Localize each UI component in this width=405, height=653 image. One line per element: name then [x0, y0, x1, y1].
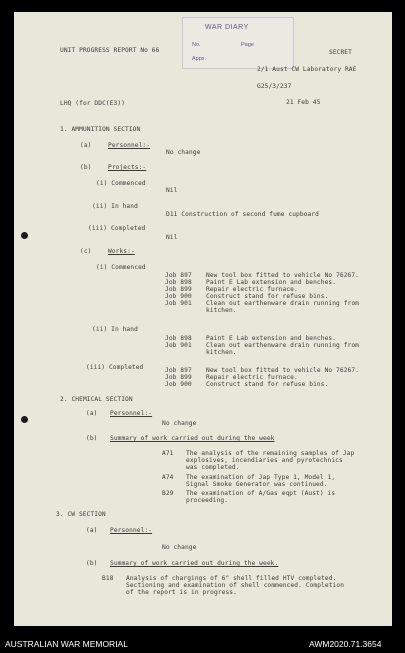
item-text: The analysis of the remaining samples of Jap	[186, 450, 355, 457]
stamp-title: WAR DIARY	[205, 24, 249, 31]
punch-hole-bottom	[21, 416, 28, 423]
footer-institution: AUSTRALIAN WAR MEMORIAL	[5, 639, 128, 649]
job-number: Job 899	[165, 286, 192, 293]
s1-a-title: Personnel:-	[108, 142, 151, 149]
item-code: B18	[102, 575, 114, 582]
job-description: Construct stand for refuse bins.	[206, 381, 329, 388]
s3-a-value: No change	[162, 544, 197, 551]
job-description: Paint E Lab extension and benches.	[206, 279, 337, 286]
job-description: kitchen.	[206, 349, 237, 356]
job-number: Job 897	[165, 272, 192, 279]
file-reference: G25/3/237	[257, 83, 292, 90]
item-text: Signal Smoke Generator was continued.	[186, 481, 328, 488]
s3-b-label: (b)	[86, 560, 98, 567]
section-3-title: 3. CW SECTION	[56, 511, 106, 518]
s1-b-label: (b)	[80, 164, 92, 171]
report-title: UNIT PROGRESS REPORT No 66	[60, 47, 160, 54]
s1-b1-value: Nil	[166, 187, 178, 194]
job-description: Repair electric furnace.	[206, 374, 298, 381]
punch-hole-top	[21, 232, 28, 239]
job-number: Job 900	[165, 293, 192, 300]
footer-accession-number: AWM2020.71.3654	[309, 639, 382, 649]
job-description: kitchen.	[206, 307, 237, 314]
s1-b2-label: (ii) In hand	[92, 203, 138, 210]
item-code: B29	[162, 490, 174, 497]
s1-b-title: Projects:-	[108, 164, 147, 171]
s1-c-label: (c)	[80, 248, 92, 255]
job-number: Job 897	[165, 367, 192, 374]
job-number: Job 900	[165, 381, 192, 388]
stamp-no-label: No.	[192, 42, 201, 48]
item-text: Analysis of chargings of 6" shell filled HTV completed.	[126, 575, 337, 582]
s2-b-title: Summary of work carried out during the week	[110, 435, 275, 442]
section-1-title: 1. AMMUNITION SECTION	[60, 126, 141, 133]
item-text: The examination of A/Gas eqpt (Aust) is	[186, 490, 336, 497]
s2-a-label: (a)	[86, 410, 98, 417]
s1-c3-label: (iii) Completed	[86, 364, 144, 371]
item-text: proceeding.	[186, 497, 229, 504]
war-diary-stamp	[182, 17, 294, 69]
unit-name: 2/1 Aust CW Laboratory RAE	[257, 66, 357, 73]
s1-c-title: Works:-	[108, 248, 135, 255]
s1-b3-label: (iii) Completed	[88, 225, 146, 232]
s1-a-label: (a)	[80, 142, 92, 149]
item-text: The examination of Jap Type 1, Model 1,	[186, 474, 336, 481]
s1-b1-label: (i) Commenced	[96, 180, 146, 187]
job-number: Job 901	[165, 300, 192, 307]
s1-a-value: No change	[166, 149, 201, 156]
classification: SECRET	[329, 49, 352, 56]
item-code: A71	[162, 450, 174, 457]
section-2-title: 2. CHEMICAL SECTION	[60, 396, 133, 403]
job-number: Job 901	[165, 342, 192, 349]
item-code: A74	[162, 474, 174, 481]
s2-b-label: (b)	[86, 435, 98, 442]
report-date: 21 Feb 45	[286, 99, 321, 106]
job-number: Job 898	[165, 279, 192, 286]
s1-b3-value: Nil	[166, 234, 178, 241]
stamp-appx-label: Appx.	[192, 56, 207, 62]
archive-footer	[0, 636, 405, 653]
addressee: LHQ (for DDC(E3))	[60, 100, 126, 107]
job-description: New tool box fitted to vehicle No 76267.	[206, 272, 360, 279]
job-description: Repair electric furnace.	[206, 286, 298, 293]
s2-a-value: No change	[162, 420, 197, 427]
item-text: was completed.	[186, 464, 240, 471]
s3-b-title: Summary of work carried out during the week.	[110, 560, 279, 567]
job-description: Clean out earthenware drain running from	[206, 300, 360, 307]
s3-a-label: (a)	[86, 527, 98, 534]
s2-a-title: Personnel:-	[110, 410, 153, 417]
job-description: Clean out earthenware drain running from	[206, 342, 360, 349]
item-text: of the report is in progress.	[126, 589, 237, 596]
s1-c1-label: (i) Commenced	[96, 264, 146, 271]
job-description: New tool box fitted to vehicle No 76267.	[206, 367, 360, 374]
job-description: Construct stand for refuse bins.	[206, 293, 329, 300]
job-number: Job 898	[165, 335, 192, 342]
item-text: Sectioning and examination of shell commenced. Completion	[126, 582, 345, 589]
stamp-page-label: Page	[241, 42, 254, 48]
job-description: Paint E Lab extension and benches.	[206, 335, 337, 342]
job-number: Job 899	[165, 374, 192, 381]
s3-a-title: Personnel:-	[110, 527, 153, 534]
item-text: explosives, incendiaries and pyrotechnics	[186, 457, 343, 464]
s1-b2-value: D11 Construction of second fume cupboard	[166, 211, 320, 218]
s1-c2-label: (ii) In hand	[92, 326, 138, 333]
